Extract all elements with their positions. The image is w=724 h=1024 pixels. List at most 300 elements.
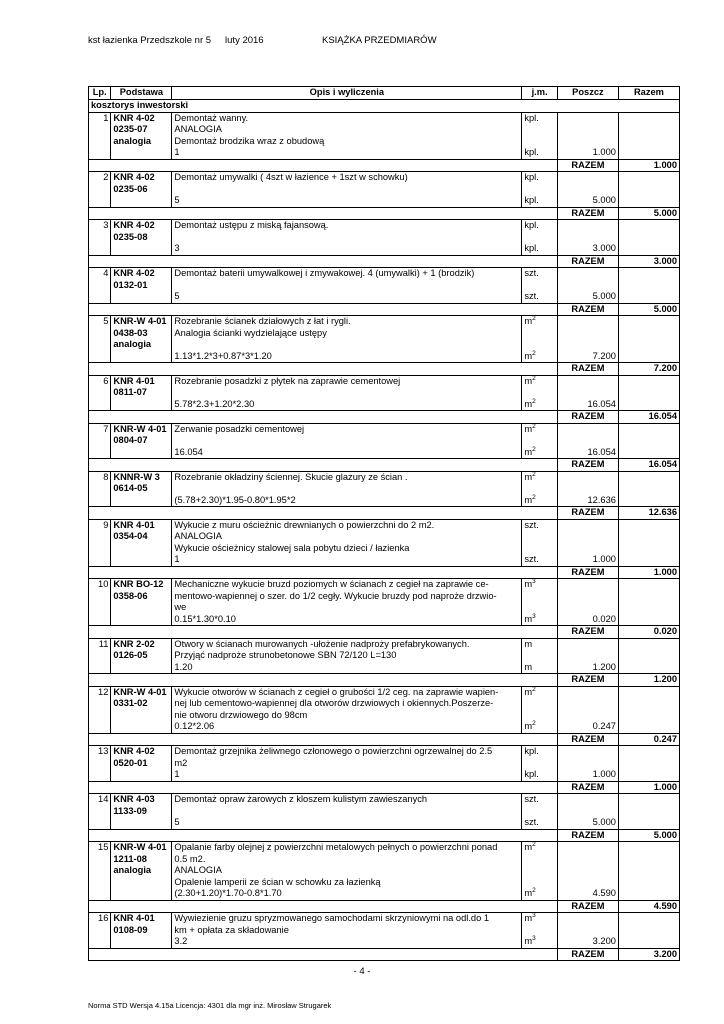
razem-value: 1.000 (618, 566, 679, 579)
poszcz-value: 1.000 (592, 769, 616, 779)
calc-unit: $m^2$ (524, 397, 536, 409)
item-lp: 13 (89, 746, 111, 782)
poszcz-value: 0.020 (592, 613, 616, 624)
razem-empty (172, 507, 522, 520)
razem-empty (522, 363, 558, 376)
razem-label: RAZEM (557, 303, 618, 316)
razem-label: RAZEM (557, 363, 618, 376)
podstawa-line: 0235-07 (113, 124, 148, 134)
item-razem-cell (618, 423, 679, 459)
opis-line: nie otworu drzwiowego do 98cm (174, 709, 308, 720)
opis-line: mentowo-wapiennej o szer. do 1/2 cegły. Wykucie bruzdy pod naproże drzwio- (174, 590, 497, 601)
poszcz-value: 3.200 (592, 936, 616, 946)
calc-unit: kpl. (524, 769, 539, 779)
calc-line: (5.78+2.30)*1.95-0.80*1.95*2 (174, 494, 296, 505)
podstawa-line: KNR 4-02 (113, 268, 155, 278)
calc-line: 3.2 (174, 936, 188, 946)
razem-label: RAZEM (557, 566, 618, 579)
item-poszcz (557, 746, 618, 782)
razem-empty (172, 566, 522, 579)
item-podstawa (111, 638, 172, 674)
razem-empty (522, 159, 558, 172)
item-row (89, 579, 680, 626)
podstawa-line: analogia (113, 865, 152, 875)
item-jm (522, 794, 558, 830)
item-lp: 11 (89, 638, 111, 674)
podstawa-line: KNR-W 4-01 (113, 423, 167, 434)
item-poszcz (557, 519, 618, 566)
razem-value: 0.247 (618, 733, 679, 746)
item-lp: 15 (89, 842, 111, 901)
calc-unit: $m^2$ (524, 887, 536, 898)
razem-value: 0.020 (618, 626, 679, 639)
podstawa-line: 0235-08 (113, 231, 148, 242)
item-razem-cell (618, 316, 679, 363)
opis-line: Demontaż umywalki ( 4szt w łazience + 1szt w schowku) (174, 172, 408, 182)
poszcz-value: 16.054 (587, 446, 616, 457)
item-podstawa (111, 172, 172, 208)
opis-line: Otwory w ścianach murowanych -ułożenie nadproży prefabrykowanych. (174, 638, 470, 649)
item-row (89, 220, 680, 256)
poszcz-value: 1.200 (592, 661, 616, 672)
poszcz-value: 5.000 (592, 195, 616, 205)
razem-empty (522, 507, 558, 520)
poszcz-value: 12.636 (587, 494, 616, 505)
razem-empty (89, 566, 111, 579)
razem-value: 12.636 (618, 507, 679, 520)
item-razem-cell (618, 913, 679, 949)
calc-line: 5 (174, 195, 180, 205)
poszcz-value: 16.054 (587, 398, 616, 409)
item-lp: 1 (89, 112, 111, 159)
razem-empty (172, 159, 522, 172)
podstawa-line: 0811-07 (113, 387, 147, 397)
razem-row (89, 411, 680, 424)
item-razem-cell (618, 375, 679, 411)
calc-line: 1.20 (174, 661, 193, 672)
section-row (89, 100, 680, 113)
calc-line: 1 (174, 769, 180, 779)
calc-line: 0.12*2.06 (174, 721, 215, 731)
razem-empty (172, 900, 522, 913)
razem-empty (111, 255, 172, 268)
razem-empty (522, 948, 558, 961)
razem-empty (522, 207, 558, 220)
opis-line: Wywiezienie gruzu spryzmowanego samochodami skrzyniowymi na odl.do 1 (174, 913, 490, 923)
item-poszcz (557, 686, 618, 733)
opis-line: Analogia ścianki wydzielające ustępy (174, 327, 327, 338)
poszcz-value: 3.000 (592, 243, 616, 253)
opis-line: Demontaż ustępu z miską fajansową. (174, 220, 329, 230)
unit: $m^2$ (524, 686, 536, 697)
podstawa-line: 1211-08 (113, 853, 147, 864)
razem-empty (522, 255, 558, 268)
calc-unit: $m^2$ (524, 493, 536, 505)
opis-line: Rozebranie ścianek działowych z łat i rygli. (174, 316, 351, 326)
item-razem-cell (618, 686, 679, 733)
section-title: kosztorys inwestorski (89, 100, 680, 113)
razem-label: RAZEM (557, 507, 618, 520)
item-jm (522, 375, 558, 411)
item-lp: 9 (89, 519, 111, 566)
opis-line (174, 232, 519, 244)
poszcz-value: 0.247 (592, 721, 616, 731)
opis-line: ANALOGIA (174, 865, 222, 875)
item-podstawa (111, 842, 172, 901)
razem-empty (522, 411, 558, 424)
podstawa-line: 0520-01 (113, 757, 148, 768)
item-lp: 8 (89, 471, 111, 507)
item-podstawa (111, 794, 172, 830)
item-podstawa (111, 746, 172, 782)
item-jm (522, 519, 558, 566)
razem-label: RAZEM (557, 159, 618, 172)
razem-empty (111, 507, 172, 520)
item-row (89, 172, 680, 208)
item-row (89, 686, 680, 733)
razem-empty (172, 674, 522, 687)
item-row (89, 471, 680, 507)
col-header-razem: Razem (618, 87, 679, 100)
item-jm (522, 913, 558, 949)
calc-line: 5 (174, 291, 180, 301)
podstawa-line: 1133-09 (113, 805, 147, 816)
opis-line (174, 483, 519, 495)
opis-line: Demontaż grzejnika żeliwnego członowego o powierzchni ogrzewalnej do 2.5 (174, 746, 493, 756)
razem-value: 16.054 (618, 459, 679, 472)
unit: szt. (524, 794, 539, 804)
item-razem-cell (618, 519, 679, 566)
item-opis (172, 268, 522, 304)
item-poszcz (557, 423, 618, 459)
item-opis (172, 375, 522, 411)
header-project: kst łazienka Przedszkole nr 5 (88, 35, 212, 46)
razem-empty (111, 626, 172, 639)
item-row (89, 746, 680, 782)
podstawa-line: 0108-09 (113, 924, 148, 935)
razem-value: 5.000 (618, 829, 679, 842)
razem-label: RAZEM (557, 733, 618, 746)
item-opis (172, 172, 522, 208)
razem-empty (89, 507, 111, 520)
item-poszcz (557, 579, 618, 626)
opis-line: Opalenie lamperii ze ścian w schowku za łazienką (174, 876, 381, 887)
item-jm (522, 638, 558, 674)
podstawa-line: KNR 4-02 (113, 220, 155, 230)
razem-row (89, 566, 680, 579)
unit: kpl. (524, 746, 539, 756)
razem-empty (111, 159, 172, 172)
opis-line: 0.5 m2. (174, 853, 206, 864)
razem-row (89, 733, 680, 746)
item-jm (522, 686, 558, 733)
item-opis (172, 519, 522, 566)
calc-unit: kpl. (524, 243, 539, 253)
razem-empty (89, 626, 111, 639)
opis-line (174, 387, 519, 399)
item-poszcz (557, 638, 618, 674)
podstawa-line: KNR BO-12 (113, 579, 164, 589)
podstawa-line: 0614-05 (113, 483, 148, 493)
item-opis (172, 746, 522, 782)
razem-empty (89, 363, 111, 376)
unit: $m^3$ (524, 578, 536, 589)
podstawa-line: KNR 4-01 (113, 913, 155, 923)
razem-value: 1.000 (618, 781, 679, 794)
calc-line: 16.054 (174, 446, 203, 457)
item-lp: 10 (89, 579, 111, 626)
item-row (89, 112, 680, 159)
unit: $m^2$ (524, 841, 536, 852)
item-podstawa (111, 112, 172, 159)
item-opis (172, 686, 522, 733)
unit: m (524, 638, 533, 649)
item-poszcz (557, 842, 618, 901)
razem-row (89, 303, 680, 316)
razem-empty (111, 566, 172, 579)
podstawa-line: KNR 4-01 (113, 375, 155, 386)
item-podstawa (111, 913, 172, 949)
calc-line: 5 (174, 817, 180, 827)
razem-label: RAZEM (557, 626, 618, 639)
item-opis (172, 112, 522, 159)
opis-line: Rozebranie okładziny ściennej. Skucie glazury ze ścian . (174, 471, 408, 482)
unit: $m^2$ (524, 471, 536, 482)
col-header-jm: j.m. (522, 87, 558, 100)
razem-empty (111, 948, 172, 961)
opis-line: km + opłata za składowanie (174, 924, 289, 935)
item-opis (172, 913, 522, 949)
calc-unit: m (524, 661, 533, 672)
calc-line: 1.13*1.2*3+0.87*3*1.20 (174, 350, 272, 361)
item-jm (522, 172, 558, 208)
podstawa-line: KNR-W 4-01 (113, 686, 167, 697)
razem-empty (89, 900, 111, 913)
razem-row (89, 900, 680, 913)
razem-empty (172, 459, 522, 472)
razem-empty (89, 159, 111, 172)
item-razem-cell (618, 220, 679, 256)
item-poszcz (557, 220, 618, 256)
razem-row (89, 829, 680, 842)
calc-unit: szt. (524, 291, 539, 301)
unit: kpl. (524, 220, 539, 230)
item-opis (172, 316, 522, 363)
page-number: - 4 - (353, 966, 371, 977)
opis-line (174, 280, 519, 292)
razem-value: 1.200 (618, 674, 679, 687)
razem-empty (111, 674, 172, 687)
calc-unit: $m^2$ (524, 349, 536, 361)
opis-line (174, 435, 519, 447)
item-podstawa (111, 579, 172, 626)
razem-empty (111, 900, 172, 913)
razem-empty (172, 733, 522, 746)
opis-line: we (174, 602, 187, 612)
opis-line: ANALOGIA (174, 124, 222, 134)
razem-empty (89, 948, 111, 961)
col-header-lp: Lp. (89, 87, 111, 100)
razem-empty (172, 626, 522, 639)
item-podstawa (111, 268, 172, 304)
opis-line: Demontaż baterii umywalkowej i zmywakowej. 4 (umywalki) + 1 (brodzik) (174, 268, 475, 278)
razem-value: 5.000 (618, 303, 679, 316)
calc-line: 1 (174, 554, 180, 564)
item-row (89, 842, 680, 901)
calc-unit: szt. (524, 554, 539, 564)
col-header-podstawa: Podstawa (111, 87, 172, 100)
podstawa-line: KNR 4-03 (113, 794, 155, 804)
opis-line: Opalanie farby olejnej z powierzchni metalowych pełnych o powierzchni ponad (174, 842, 498, 852)
header-date: luty 2016 (225, 35, 264, 46)
razem-empty (522, 900, 558, 913)
podstawa-line: analogia (113, 339, 152, 349)
calc-unit: szt. (524, 817, 539, 827)
poszcz-value: 5.000 (592, 291, 616, 301)
item-poszcz (557, 375, 618, 411)
podstawa-line: KNR 2-02 (113, 638, 155, 649)
podstawa-line: KNNR-W 3 (113, 471, 160, 482)
razem-empty (522, 566, 558, 579)
item-podstawa (111, 519, 172, 566)
razem-value: 3.000 (618, 255, 679, 268)
page-header (88, 35, 437, 46)
razem-empty (89, 733, 111, 746)
item-razem-cell (618, 268, 679, 304)
razem-empty (172, 829, 522, 842)
razem-empty (111, 459, 172, 472)
item-jm (522, 579, 558, 626)
podstawa-line: KNR 4-02 (113, 746, 155, 756)
opis-line: Zerwanie posadzki cementowej (174, 423, 305, 434)
table-header-row (89, 87, 680, 100)
item-jm (522, 746, 558, 782)
razem-empty (522, 459, 558, 472)
opis-line: Mechaniczne wykucie bruzd poziomych w ścianach z cegieł na zaprawie ce- (174, 579, 489, 589)
opis-line: Przyjąć nadproże strunobetonowe SBN 72/120 L=130 (174, 650, 397, 660)
item-row (89, 794, 680, 830)
podstawa-line: 0235-06 (113, 183, 148, 194)
item-row (89, 913, 680, 949)
calc-line: 3 (174, 243, 180, 253)
opis-line: Rozebranie posadzki z płytek na zaprawie cementowej (174, 375, 401, 386)
col-header-poszcz: Poszcz (557, 87, 618, 100)
razem-empty (89, 829, 111, 842)
item-lp: 16 (89, 913, 111, 949)
razem-value: 1.000 (618, 159, 679, 172)
opis-line: Demontaż brodzika wraz z obudową (174, 135, 325, 146)
calc-unit: $m^3$ (524, 612, 536, 624)
podstawa-line: 0358-06 (113, 590, 148, 601)
razem-value: 4.590 (618, 900, 679, 913)
unit: $m^2$ (524, 423, 536, 434)
item-row (89, 638, 680, 674)
razem-empty (172, 207, 522, 220)
item-jm (522, 316, 558, 363)
razem-empty (522, 829, 558, 842)
razem-row (89, 626, 680, 639)
razem-value: 3.200 (618, 948, 679, 961)
razem-empty (89, 411, 111, 424)
podstawa-line: 0354-04 (113, 531, 148, 541)
opis-line: Wykucie ościeżnicy stalowej sala pobytu dzieci / łazienka (174, 542, 410, 553)
item-lp: 14 (89, 794, 111, 830)
item-row (89, 268, 680, 304)
opis-line (174, 339, 519, 351)
opis-line: nej lub cementowo-wapiennej dla otworów drzwiowych i okiennych.Poszerze- (174, 698, 494, 708)
opis-line: m2 (174, 757, 188, 768)
opis-line: Demontaż opraw żarowych z kloszem kulistym zawieszanych (174, 794, 428, 804)
item-podstawa (111, 375, 172, 411)
poszcz-value: 1.000 (592, 554, 616, 564)
razem-row (89, 255, 680, 268)
razem-empty (111, 303, 172, 316)
item-opis (172, 423, 522, 459)
unit: kpl. (524, 112, 539, 123)
razem-label: RAZEM (557, 829, 618, 842)
header-title: KSIĄŻKA PRZEDMIARÓW (322, 35, 437, 46)
razem-empty (522, 781, 558, 794)
unit: $m^2$ (524, 375, 536, 386)
item-opis (172, 579, 522, 626)
calc-line: 1 (174, 147, 180, 157)
item-lp: 7 (89, 423, 111, 459)
unit: $m^2$ (524, 315, 536, 326)
item-jm (522, 220, 558, 256)
calc-unit: $m^3$ (524, 935, 536, 946)
razem-row (89, 781, 680, 794)
razem-empty (89, 674, 111, 687)
item-razem-cell (618, 112, 679, 159)
razem-empty (522, 303, 558, 316)
razem-label: RAZEM (557, 781, 618, 794)
unit: szt. (524, 268, 539, 278)
razem-empty (172, 363, 522, 376)
unit: kpl. (524, 172, 539, 182)
podstawa-line: 0804-07 (113, 435, 148, 445)
razem-label: RAZEM (557, 255, 618, 268)
calc-unit: kpl. (524, 147, 539, 157)
podstawa-line: 0126-05 (113, 650, 148, 660)
item-razem-cell (618, 842, 679, 901)
item-jm (522, 423, 558, 459)
item-opis (172, 220, 522, 256)
razem-empty (111, 363, 172, 376)
calc-unit: kpl. (524, 195, 539, 205)
item-row (89, 316, 680, 363)
razem-empty (522, 733, 558, 746)
razem-empty (89, 459, 111, 472)
item-razem-cell (618, 172, 679, 208)
license-footer: Norma STD Wersja 4.15a Licencja: 4301 dla mgr inż. Mirosław Strugarek (88, 1001, 332, 1010)
razem-empty (522, 674, 558, 687)
razem-value: 16.054 (618, 411, 679, 424)
razem-label: RAZEM (557, 207, 618, 220)
razem-empty (172, 303, 522, 316)
item-poszcz (557, 112, 618, 159)
podstawa-line: KNR 4-01 (113, 519, 155, 530)
unit: szt. (524, 519, 539, 530)
item-opis (172, 842, 522, 901)
calc-line: 0.15*1.30*0.10 (174, 613, 236, 624)
item-opis (172, 471, 522, 507)
razem-empty (172, 781, 522, 794)
poszcz-value: 5.000 (592, 817, 616, 827)
item-lp: 2 (89, 172, 111, 208)
podstawa-line: 0438-03 (113, 327, 148, 338)
item-poszcz (557, 316, 618, 363)
item-podstawa (111, 471, 172, 507)
